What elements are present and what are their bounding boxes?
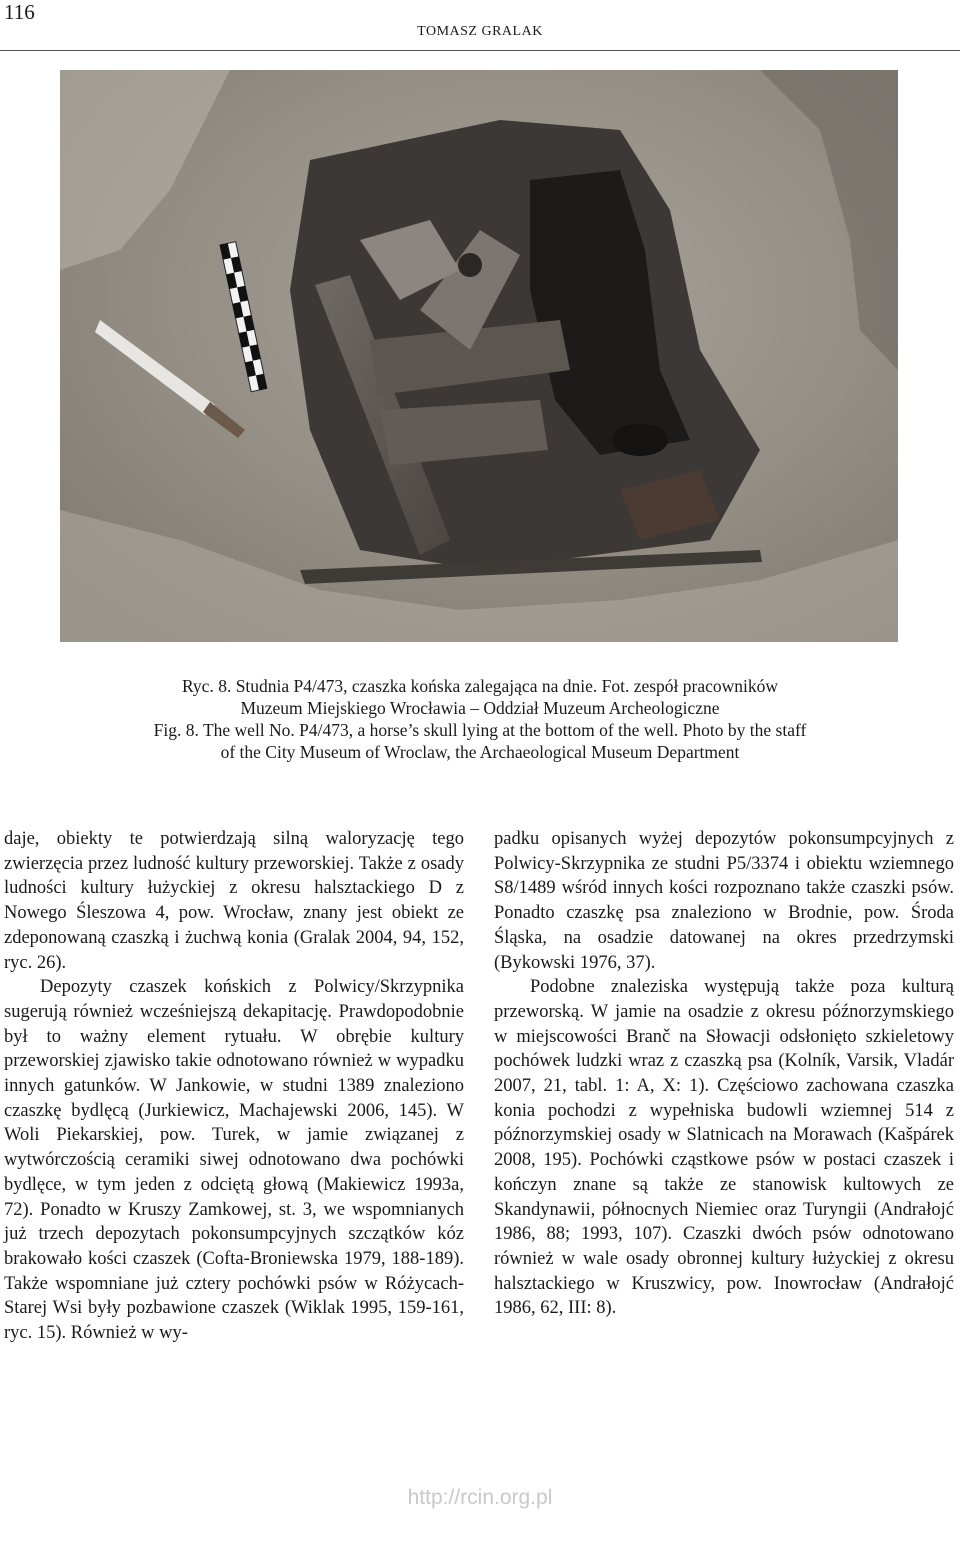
running-head: TOMASZ GRALAK <box>417 24 543 39</box>
paragraph: padku opisanych wyżej depozytów pokonsumpcyjnych z Polwicy-Skrzypnika ze studni P5/3374 i obiektu wziemnego S8/1489 wśród innych kości rozpoznano także czaszki psów. Ponadto czaszkę psa znaleziono w Brodnie, pow. Środa Śląska, na osadzie datowanej na okres przedrzymski (Bykowski 1976, 37). <box>494 829 954 973</box>
page-number: 116 <box>4 0 35 24</box>
paragraph: Podobne znaleziska występują także poza kulturą przeworską. W jamie na osadzie z okresu późnorzymskiego w miejscowości Branč na Słowacji odsłonięto szkieletowy pochówek ludzki wraz z czaszką psa (Kolník, Varsik, Vladár 2007, 21, tabl. 1: A, X: 1). Częściowo zachowana czaszka konia pochodzi z wypełniska budowli wziemnej 514 z późnorzymskiej osady w Slatnicach na Morawach (Kašpárek 2008, 195). Pochówki cząstkowe psów w postaci czaszek i kończyn znane są także ze stanowisk kultowych ze Skandynawii, północnych Niemiec oraz Turyngii (Andrałojć 1986, 88; 1993, 107). Czaszki dwóch psów odnotowano również w wale osady obronnej kultury łużyckiej z okresu halsztackiego w Kruszwicy, pow. Inowrocław (Andrałojć 1986, 62, III: 8). <box>494 977 954 1319</box>
left-column <box>4 827 464 1346</box>
watermark: http://rcin.org.pl <box>407 1486 553 1509</box>
caption-line: Fig. 8. The well No. P4/473, a horse’s skull lying at the bottom of the well. Photo by the staff <box>153 720 807 740</box>
paragraph: Depozyty czaszek końskich z Polwicy/Skrzypnika sugerują również wcześniejszą dekapitację. Prawdopodobnie był to ważny element rytuału. W obrębie kultury przeworskiej zjawisko takie odnotowano również w wypadku innych gatunków. W Jankowie, w studni 1389 znaleziono czaszkę bydlęcą (Jurkiewicz, Machajewski 2006, 145). W Woli Piekarskiej, pow. Turek, w jamie związanej z wytwórczością ceramiki siwej odnotowano dwa pochówki bydlęce, w tym jeden z odciętą głową (Makiewicz 1993a, 72). Ponadto w Kruszy Zamkowej, st. 3, we wspomnianych już trzech depozytach pokonsumpcyjnych szczątków kóz brakowało kości czaszek (Cofta-Broniewska 1979, 188-189). Także wspomniane już cztery pochówki psów w Różycach-Starej Wsi były pozbawione czaszek (Wiklak 1995, 159-161, ryc. 15). Również w wy- <box>4 977 464 1344</box>
excavation-photo <box>60 70 898 642</box>
caption-line: of the City Museum of Wroclaw, the Archaeological Museum Department <box>220 742 740 762</box>
paragraph: daje, obiekty te potwierdzają silną waloryzację tego zwierzęcia przez ludność kultury przeworskiej. Także z osady ludności kultury łużyckiej z okresu halsztackiego D z Nowego Śleszowa 4, pow. Wrocław, znany jest obiekt ze zdeponowaną czaszką i żuchwą konia (Gralak 2004, 94, 152, ryc. 26). <box>4 829 464 973</box>
header-rule <box>0 50 960 51</box>
caption-line: Muzeum Miejskiego Wrocławia – Oddział Muzeum Archeologiczne <box>240 698 720 718</box>
figure-caption <box>40 675 920 763</box>
right-column <box>494 827 954 1321</box>
caption-line: Ryc. 8. Studnia P4/473, czaszka końska zalegająca na dnie. Fot. zespół pracowników <box>181 676 779 696</box>
